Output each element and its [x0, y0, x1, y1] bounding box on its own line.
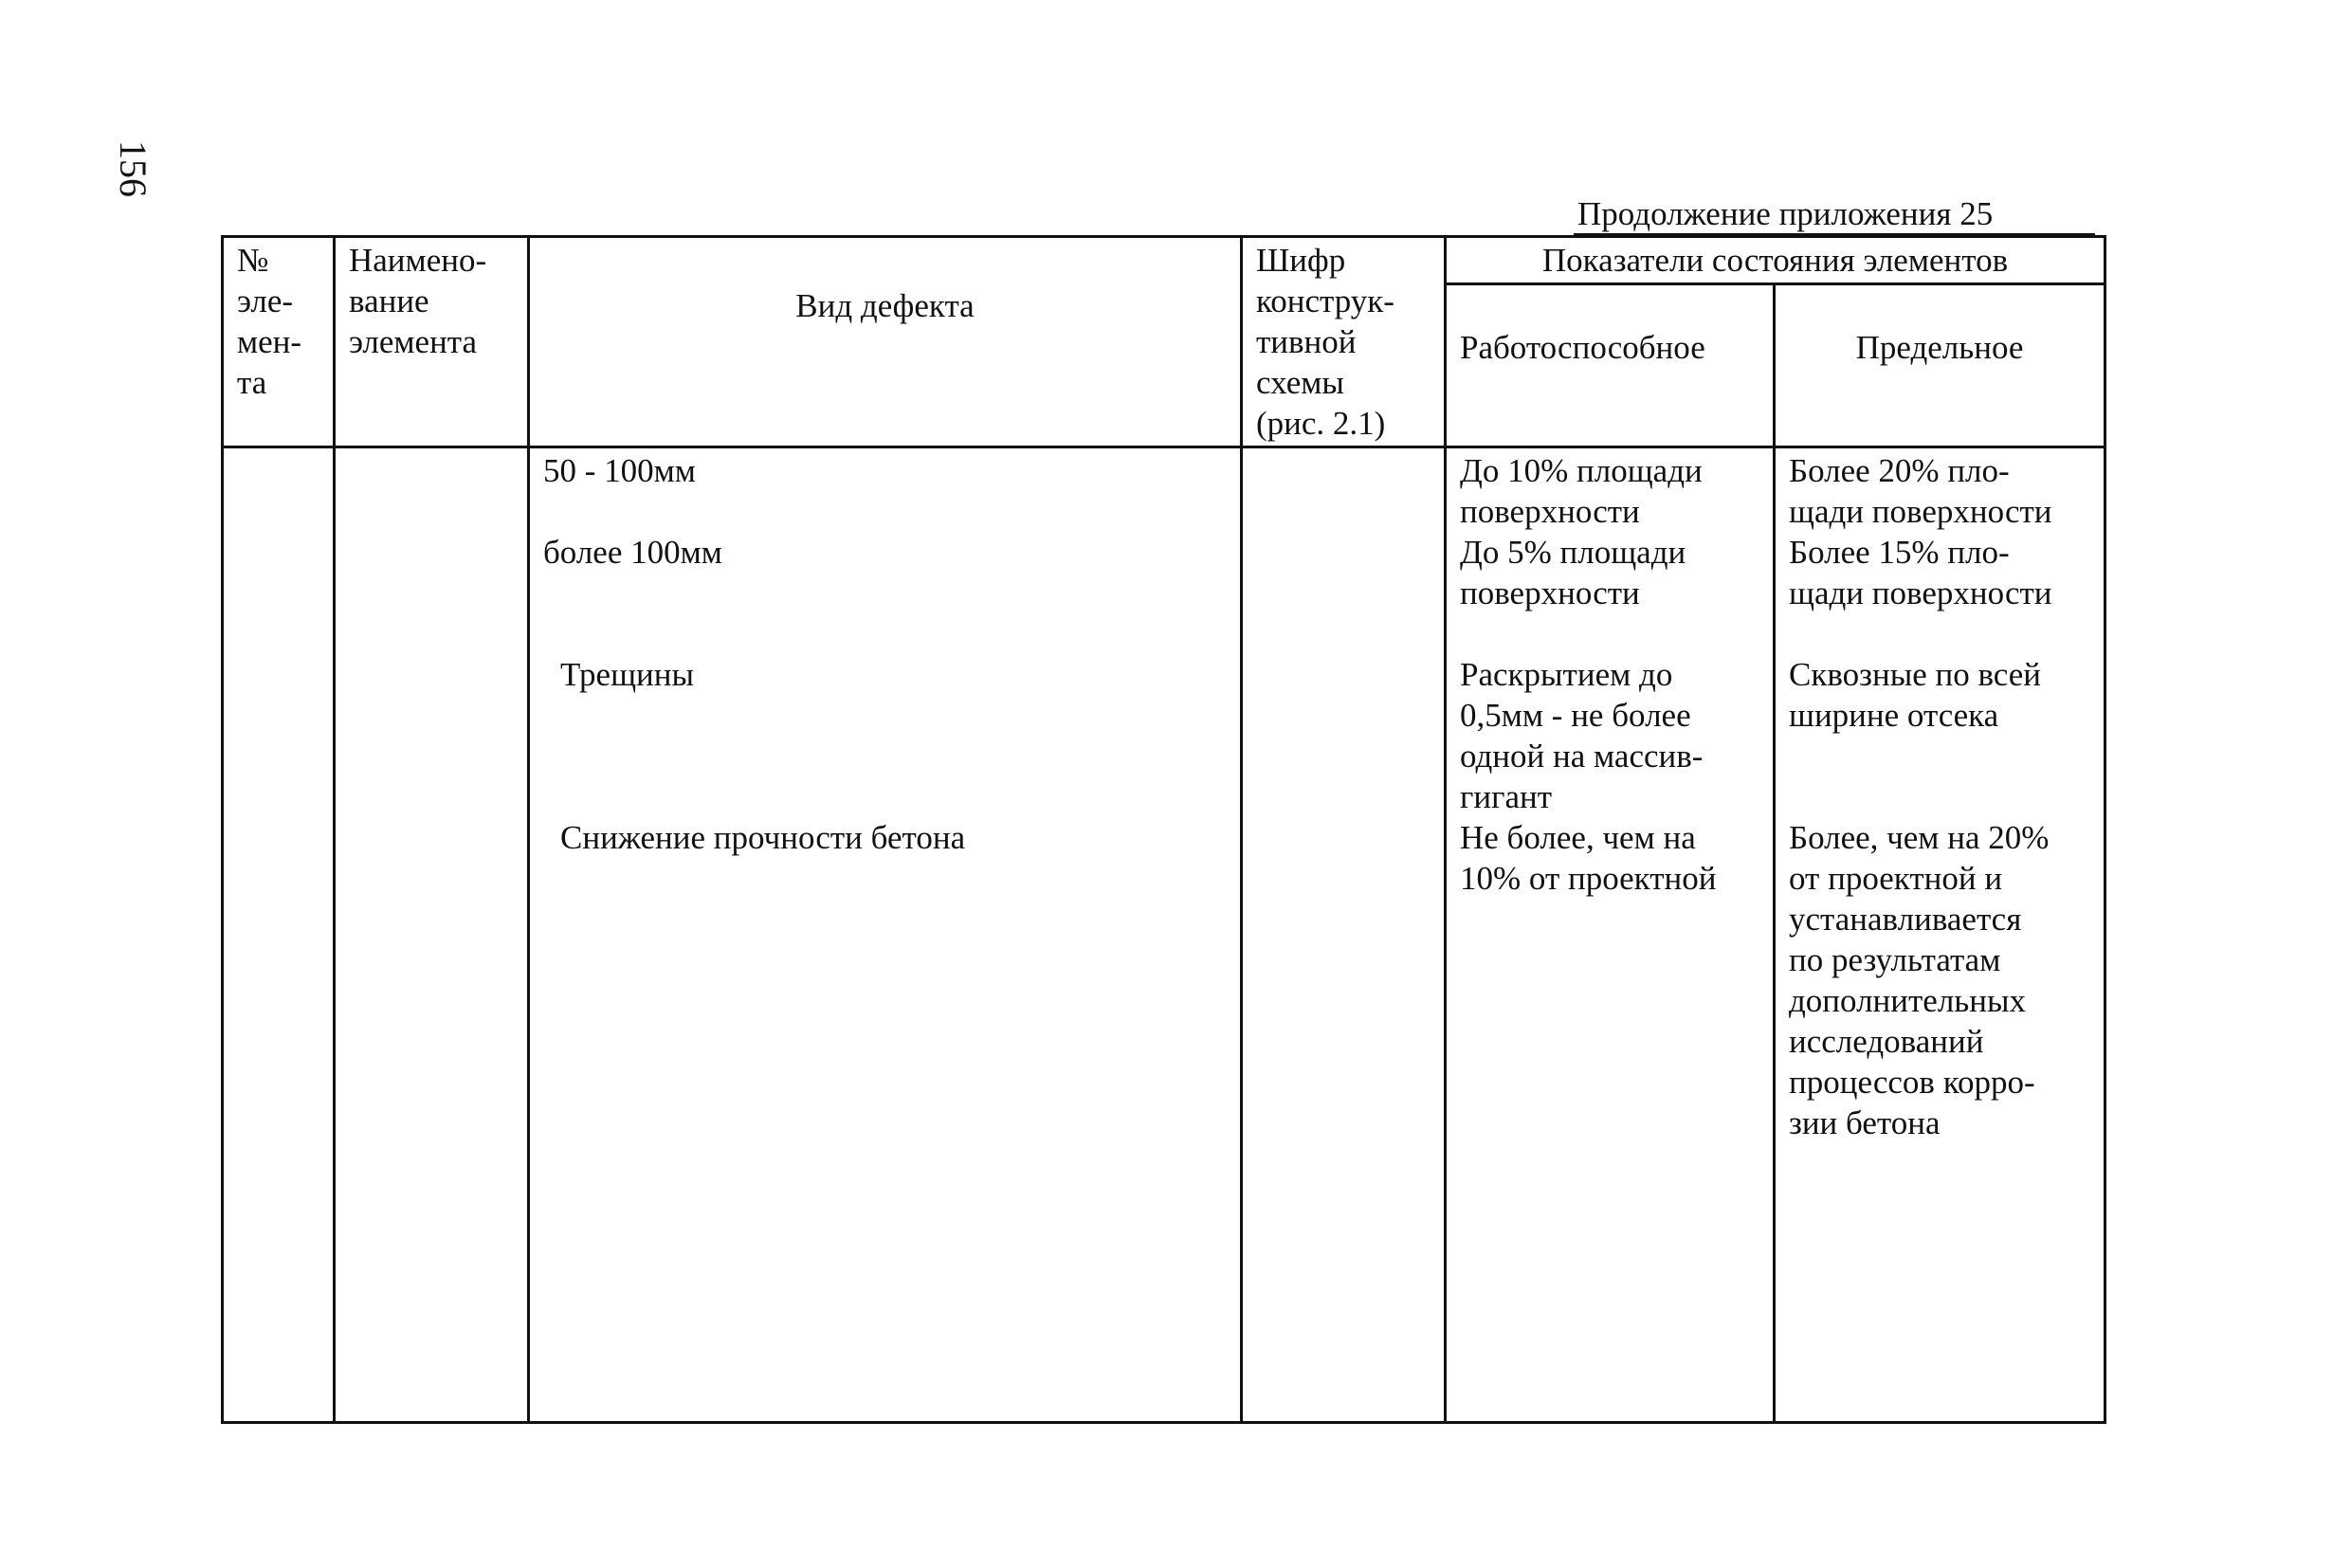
cell-limit	[1775, 447, 2105, 1423]
header-line: эле-	[237, 283, 294, 319]
operable-item: Не более, чем на 10% от проектной	[1460, 819, 1717, 897]
defects-table	[221, 235, 2106, 1424]
header-line: Шифр	[1256, 242, 1346, 279]
header-element-number	[223, 237, 335, 447]
header-line: вание	[349, 283, 429, 319]
header-line: элемента	[349, 323, 478, 360]
header-scheme-code	[1242, 237, 1446, 447]
header-line: мен-	[237, 323, 302, 360]
header-line: схемы	[1256, 364, 1344, 401]
defect-item: Снижение прочности бетона	[560, 819, 966, 856]
header-line: Наимено-	[349, 242, 487, 279]
table-caption: Продолжение приложения 25	[1577, 195, 1994, 232]
header-state-indicators: Показатели состояния элементов	[1446, 237, 2105, 284]
page-number: 156	[112, 140, 155, 197]
header-line: та	[237, 364, 267, 401]
defect-item: 50 - 100мм	[543, 452, 696, 489]
operable-item: До 10% площади поверхности	[1460, 452, 1703, 530]
cell-scheme-code	[1242, 447, 1446, 1423]
cell-defect-type	[529, 447, 1242, 1423]
header-line: №	[237, 242, 269, 279]
cell-operable	[1446, 447, 1775, 1423]
header-line: (рис. 2.1)	[1256, 405, 1386, 442]
header-limit: Предельное	[1775, 284, 2105, 447]
limit-item: Более, чем на 20% от проектной и устанавливается по результатам дополнительных исследований процессов корро- зии бетона	[1789, 819, 2050, 1141]
limit-item: Более 20% пло- щади поверхности	[1789, 452, 2052, 530]
header-line: тивной	[1256, 323, 1357, 360]
header-element-name	[335, 237, 529, 447]
header-line: конструк-	[1256, 283, 1394, 319]
header-defect-type: Вид дефекта	[529, 237, 1242, 447]
header-operable: Работоспособное	[1446, 284, 1775, 447]
limit-item: Более 15% пло- щади поверхности	[1789, 534, 2052, 611]
defect-item: более 100мм	[543, 534, 722, 571]
header-row-1	[223, 237, 2105, 284]
cell-element-name	[335, 447, 529, 1423]
operable-item: До 5% площади поверхности	[1460, 534, 1686, 611]
cell-element-number	[223, 447, 335, 1423]
limit-item: Сквозные по всей ширине отсека	[1789, 656, 2042, 734]
table-body-row	[223, 447, 2105, 1423]
operable-item: Раскрытием до 0,5мм - не более одной на массив- гигант	[1460, 656, 1704, 815]
defect-item: Трещины	[560, 656, 695, 693]
